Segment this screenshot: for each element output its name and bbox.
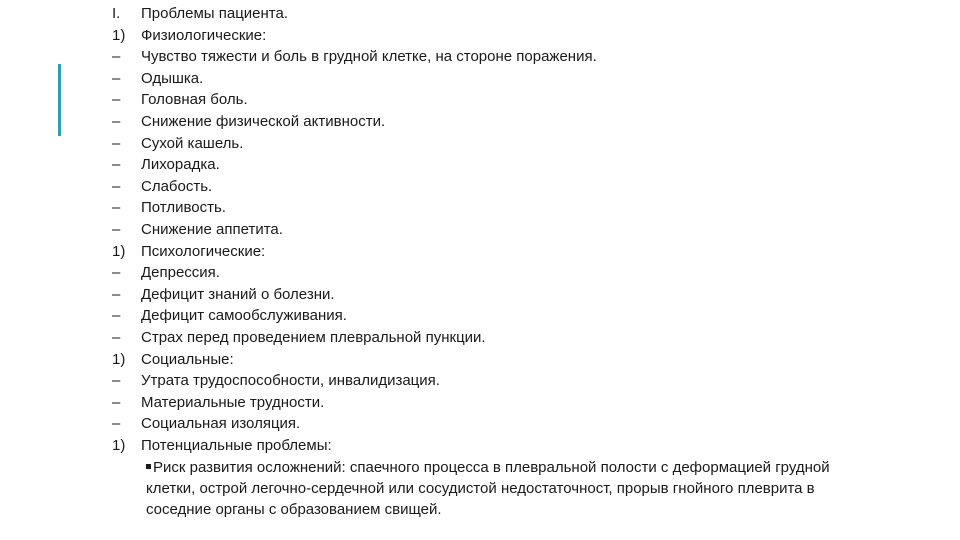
- list-item: [112, 176, 932, 198]
- list-marker: –: [112, 156, 121, 174]
- list-marker: I.: [112, 5, 121, 22]
- list-item-text: Потливость.: [141, 199, 226, 217]
- list-marker: –: [112, 393, 121, 411]
- list-item-text: Проблемы пациента.: [141, 5, 289, 22]
- list-marker: 1): [112, 436, 126, 454]
- problems-list: [112, 3, 932, 520]
- list-item: [112, 413, 932, 435]
- list-item-text: Снижение физической активности.: [141, 112, 386, 130]
- list-marker: 1): [112, 26, 126, 44]
- list-item: [112, 241, 932, 263]
- list-marker: –: [112, 307, 121, 325]
- list-item: [112, 154, 932, 176]
- list-item-text: Лихорадка.: [141, 156, 220, 174]
- list-marker: –: [112, 199, 121, 217]
- list-marker: –: [112, 112, 121, 130]
- list-marker: –: [112, 264, 121, 282]
- list-item: [112, 46, 932, 68]
- list-item: [112, 435, 932, 457]
- accent-bar: [58, 64, 61, 136]
- list-item: [112, 219, 932, 241]
- list-marker: –: [112, 285, 121, 303]
- list-marker: –: [112, 372, 121, 390]
- list-marker: –: [112, 177, 121, 195]
- list-item-text: Одышка.: [141, 69, 204, 87]
- list-item: [112, 68, 932, 90]
- list-item: [112, 305, 932, 327]
- list-item-text: Социальная изоляция.: [141, 415, 301, 433]
- list-item-text: Дефицит самообслуживания.: [141, 307, 347, 325]
- list-item-text: Сухой кашель.: [141, 134, 244, 152]
- list-item-text: Страх перед проведением плевральной пункции.: [141, 328, 486, 346]
- list-item-text: Слабость.: [141, 177, 213, 195]
- bullet-line-3: соседние органы с образованием свищей.: [146, 501, 442, 519]
- list-marker: –: [112, 415, 121, 433]
- list-item-text: Социальные:: [141, 350, 234, 368]
- list-item-text: Материальные трудности.: [141, 393, 325, 411]
- list-item-text: Депрессия.: [141, 264, 220, 282]
- bullet-line-1: [146, 457, 916, 478]
- list-item: [112, 25, 932, 47]
- list-marker: –: [112, 220, 121, 238]
- list-marker: 1): [112, 242, 126, 260]
- list-item-text: Снижение аппетита.: [141, 220, 283, 238]
- list-marker: –: [112, 91, 121, 109]
- list-item: [112, 349, 932, 371]
- list-item: [112, 3, 932, 25]
- list-item-text: Физиологические:: [141, 26, 267, 44]
- list-item: [112, 197, 932, 219]
- list-item: [112, 327, 932, 349]
- bullet-text: Риск развития осложнений: спаечного процесса в плевральной полости с деформацией грудной: [153, 459, 830, 477]
- list-marker: –: [112, 69, 121, 87]
- list-item-text: Потенциальные проблемы:: [141, 436, 332, 454]
- square-bullet-icon: [146, 464, 151, 469]
- list-item: [112, 370, 932, 392]
- list-marker: –: [112, 328, 121, 346]
- list-item: [112, 262, 932, 284]
- list-marker: –: [112, 48, 121, 66]
- list-marker: –: [112, 134, 121, 152]
- list-item-text: Головная боль.: [141, 91, 248, 109]
- list-item: [112, 89, 932, 111]
- list-item: [112, 111, 932, 133]
- list-item-text: Психологические:: [141, 242, 266, 260]
- list-marker: 1): [112, 350, 126, 368]
- list-item: [112, 392, 932, 414]
- list-item: [112, 284, 932, 306]
- list-item: [112, 133, 932, 155]
- list-item-text: Утрата трудоспособности, инвалидизация.: [141, 372, 440, 390]
- potential-problems-bullet: [146, 457, 916, 520]
- bullet-line-2: клетки, острой легочно-сердечной или сосудистой недостаточност, прорыв гнойного плеврита в: [146, 480, 815, 498]
- list-item-text: Чувство тяжести и боль в грудной клетке, на стороне поражения.: [141, 48, 597, 66]
- list-item-text: Дефицит знаний о болезни.: [141, 285, 335, 303]
